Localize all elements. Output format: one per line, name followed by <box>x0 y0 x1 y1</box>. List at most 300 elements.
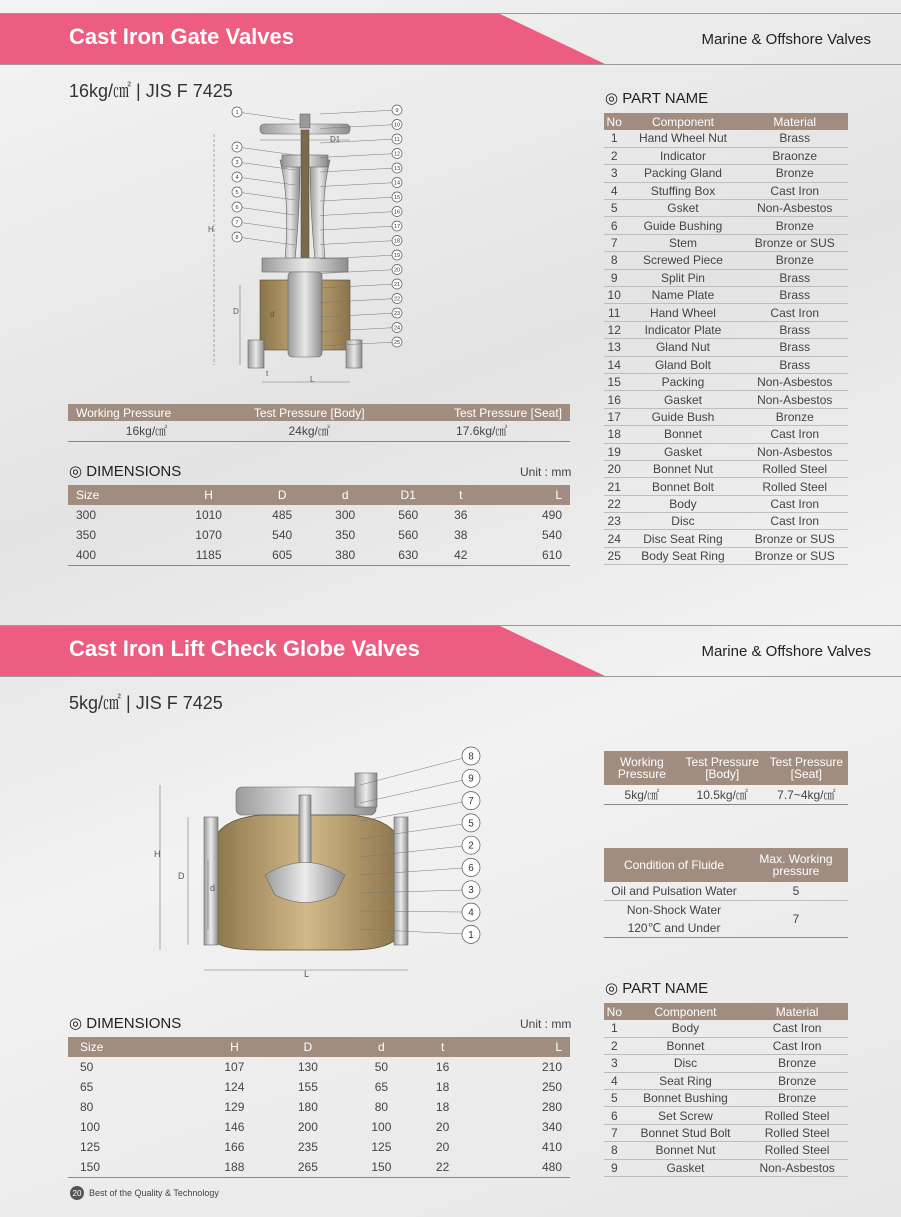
table-cell: Cast Iron <box>742 513 848 530</box>
table-row <box>68 505 570 525</box>
table-cell: Stuffing Box <box>624 182 741 199</box>
dimensions-table-gate <box>68 485 570 566</box>
table-row <box>68 1057 570 1077</box>
table-row <box>604 1124 848 1141</box>
unit-label-gate: Unit : mm <box>520 465 572 479</box>
part-name-heading-check: ◎ PART NAME <box>605 980 709 997</box>
pressure-table-check <box>604 751 848 805</box>
table-cell: 17 <box>604 408 624 425</box>
dim-label-d: d <box>210 883 216 893</box>
table-cell: 155 <box>297 1080 318 1094</box>
table-row <box>604 547 848 564</box>
table-cell: 25 <box>604 547 624 564</box>
table-cell: 7 <box>604 1124 625 1141</box>
dimension-header: t <box>440 485 482 505</box>
table-cell: 100 <box>80 1120 101 1134</box>
table-cell: Rolled Steel <box>742 460 848 477</box>
condition-name: Oil and Pulsation Water <box>604 882 744 900</box>
table-cell: 10 <box>604 287 624 304</box>
condition-name: Non-Shock Water 120℃ and Under <box>604 900 744 937</box>
table-cell: 350 <box>335 528 356 542</box>
table-cell: 200 <box>297 1120 318 1134</box>
table-cell: Rolled Steel <box>746 1107 848 1124</box>
table-cell: 5 <box>604 200 624 217</box>
condition-header: Max. Working pressure <box>744 848 848 882</box>
dim-label-D: D <box>178 871 185 881</box>
parts-header: No <box>604 1003 625 1020</box>
spec-gate: 16kg/㎠ | JIS F 7425 <box>69 81 233 101</box>
table-cell: Body <box>625 1020 747 1037</box>
table-cell: Packing <box>624 373 741 390</box>
table-row <box>68 1097 570 1117</box>
table-cell: 5 <box>604 1090 625 1107</box>
table-cell: Cast Iron <box>746 1037 848 1054</box>
callout-number: 21 <box>393 281 401 288</box>
table-cell: 1 <box>604 130 624 147</box>
callout-number: 5 <box>235 189 239 196</box>
table-cell: 65 <box>374 1080 389 1094</box>
table-cell: Bronze <box>742 217 848 234</box>
table-cell: 3 <box>604 165 624 182</box>
table-cell: 300 <box>335 508 356 522</box>
callout-number: 22 <box>393 296 401 303</box>
table-cell: 265 <box>271 1157 344 1177</box>
pressure-value: 17.6kg/㎠ <box>393 421 570 441</box>
table-cell: 24 <box>604 530 624 547</box>
table-cell: 280 <box>541 1100 562 1114</box>
table-cell: Bronze <box>746 1090 848 1107</box>
table-cell: Gland Bolt <box>624 356 741 373</box>
table-cell: Indicator Plate <box>624 321 741 338</box>
spec-check: 5kg/㎠ | JIS F 7425 <box>69 693 223 713</box>
banner-rule <box>0 676 901 677</box>
table-cell: Bonnet Nut <box>625 1142 747 1159</box>
table-row <box>604 1159 848 1176</box>
table-cell: 22 <box>604 495 624 512</box>
table-cell: Screwed Piece <box>624 252 741 269</box>
table-cell: 150 <box>345 1157 418 1177</box>
table-row <box>604 217 848 234</box>
table-cell: 20 <box>604 460 624 477</box>
category-label-gate: Marine & Offshore Valves <box>701 31 871 48</box>
table-cell: 12 <box>604 321 624 338</box>
table-cell: 18 <box>435 1100 450 1114</box>
table-cell: Bonnet Nut <box>624 460 741 477</box>
dimension-header: Size <box>68 485 167 505</box>
table-cell: 65 <box>80 1080 94 1094</box>
table-cell: 16 <box>435 1060 450 1074</box>
table-cell: Brass <box>742 356 848 373</box>
table-cell: Body <box>624 495 741 512</box>
table-cell: Non-Asbestos <box>742 391 848 408</box>
table-row <box>68 525 570 545</box>
callout-number: 1 <box>468 929 474 941</box>
table-cell: 125 <box>80 1140 101 1154</box>
condition-value: 5 <box>744 882 848 900</box>
table-cell: 4 <box>604 182 624 199</box>
table-cell: Gasket <box>624 391 741 408</box>
callout-number: 10 <box>393 122 401 129</box>
table-row <box>604 1037 848 1054</box>
dim-label-L: L <box>310 375 315 384</box>
table-cell: Rolled Steel <box>742 478 848 495</box>
table-cell: 235 <box>297 1140 318 1154</box>
pressure-header: Test Pressure [Seat] <box>393 404 570 421</box>
callout-number: 2 <box>235 144 239 151</box>
parts-table-check <box>604 1003 848 1177</box>
callout-number: 3 <box>235 159 239 166</box>
table-row <box>604 165 848 182</box>
table-row <box>68 1157 570 1177</box>
table-cell: Cast Iron <box>742 304 848 321</box>
callout-number: 17 <box>393 223 401 230</box>
callout-number: 12 <box>393 151 401 158</box>
pressure-value: 7.7~4kg/㎠ <box>765 785 848 804</box>
table-cell: 19 <box>604 443 624 460</box>
table-cell: Bonnet Stud Bolt <box>625 1124 747 1141</box>
table-cell: 2 <box>604 1037 625 1054</box>
table-cell: 7 <box>604 234 624 251</box>
table-row <box>604 130 848 147</box>
table-cell: 9 <box>604 1159 625 1176</box>
table-cell: Cast Iron <box>742 182 848 199</box>
callout-number: 6 <box>468 862 474 874</box>
table-cell: Bronze <box>746 1072 848 1089</box>
table-cell: 6 <box>604 1107 625 1124</box>
table-cell: 129 <box>224 1100 245 1114</box>
callout-number: 24 <box>393 325 401 332</box>
pressure-value: 24kg/㎠ <box>225 421 393 441</box>
dimension-header: H <box>167 485 251 505</box>
table-cell: 50 <box>374 1060 389 1074</box>
dimension-header: D <box>271 1037 344 1057</box>
pressure-value: 16kg/㎠ <box>68 421 225 441</box>
table-cell: Bonnet <box>624 426 741 443</box>
part-name-heading-gate: ◎ PART NAME <box>605 90 709 107</box>
dimension-header: D1 <box>377 485 440 505</box>
table-cell: 630 <box>377 545 440 565</box>
callout-number: 23 <box>393 310 401 317</box>
table-cell: Disc <box>624 513 741 530</box>
table-cell: 605 <box>251 545 314 565</box>
top-rule <box>0 13 901 14</box>
table-cell: Non-Asbestos <box>742 200 848 217</box>
table-cell: 485 <box>272 508 293 522</box>
callout-number: 19 <box>393 252 401 259</box>
callout-number: 4 <box>468 907 474 919</box>
table-row <box>604 304 848 321</box>
callout-number: 4 <box>235 174 239 181</box>
parts-table-gate <box>604 113 848 565</box>
dimensions-heading-gate: ◎ DIMENSIONS <box>69 463 182 480</box>
unit-label-check: Unit : mm <box>520 1017 572 1031</box>
table-cell: 130 <box>297 1060 318 1074</box>
table-cell: 150 <box>68 1157 198 1177</box>
callout-number: 7 <box>468 796 474 808</box>
table-cell: 1070 <box>195 528 222 542</box>
table-cell: 80 <box>374 1100 389 1114</box>
condition-header: Condition of Fluide <box>604 848 744 882</box>
callout-number: 1 <box>235 109 239 116</box>
table-row <box>604 269 848 286</box>
parts-header: Component <box>625 1003 747 1020</box>
table-row <box>604 513 848 530</box>
table-cell: Gasket <box>624 443 741 460</box>
table-cell: 15 <box>604 373 624 390</box>
dimension-header: t <box>418 1037 467 1057</box>
callout-number: 11 <box>394 136 400 143</box>
table-cell: 540 <box>272 528 293 542</box>
table-row <box>604 321 848 338</box>
table-cell: 380 <box>314 545 377 565</box>
table-cell: Bronze or SUS <box>742 234 848 251</box>
table-row <box>68 545 570 565</box>
table-row <box>604 1055 848 1072</box>
table-cell: 8 <box>604 1142 625 1159</box>
table-row <box>604 1072 848 1089</box>
table-cell: 80 <box>80 1100 94 1114</box>
table-cell: Hand Wheel <box>624 304 741 321</box>
table-cell: Bronze or SUS <box>742 547 848 564</box>
table-cell: Bronze <box>746 1055 848 1072</box>
pressure-value: 10.5kg/㎠ <box>680 785 765 804</box>
callout-number: 9 <box>468 773 474 785</box>
table-cell: 125 <box>371 1140 392 1154</box>
table-cell: Bronze <box>742 252 848 269</box>
page-title-check: Cast Iron Lift Check Globe Valves <box>69 636 420 661</box>
table-row <box>604 373 848 390</box>
table-cell: Set Screw <box>625 1107 747 1124</box>
dim-label-D: D <box>233 307 239 316</box>
table-cell: 146 <box>224 1120 245 1134</box>
callout-number: 16 <box>393 209 401 216</box>
table-row <box>604 478 848 495</box>
table-cell: 100 <box>371 1120 392 1134</box>
callout-number: 9 <box>395 107 399 114</box>
dimension-header: d <box>314 485 377 505</box>
table-row <box>604 443 848 460</box>
table-cell: 540 <box>541 528 562 542</box>
pressure-value: 5kg/㎠ <box>604 785 680 804</box>
table-row <box>604 495 848 512</box>
table-cell: Stem <box>624 234 741 251</box>
table-row <box>604 426 848 443</box>
table-cell: 16 <box>604 391 624 408</box>
parts-header: No <box>604 113 624 130</box>
gate-valve-diagram <box>200 100 430 395</box>
table-cell: 560 <box>398 528 419 542</box>
table-cell: Guide Bush <box>624 408 741 425</box>
table-cell: Bonnet Bolt <box>624 478 741 495</box>
pressure-header: Test Pressure [Body] <box>680 751 765 785</box>
table-cell: 300 <box>76 508 97 522</box>
table-row <box>604 287 848 304</box>
dimensions-heading-check: ◎ DIMENSIONS <box>69 1015 182 1032</box>
dimension-header: H <box>198 1037 271 1057</box>
table-cell: 107 <box>224 1060 245 1074</box>
callout-number: 20 <box>393 267 401 274</box>
table-cell: Name Plate <box>624 287 741 304</box>
table-cell: Braonze <box>742 147 848 164</box>
table-cell: 410 <box>541 1140 562 1154</box>
table-cell: Bonnet Bushing <box>625 1090 747 1107</box>
table-cell: 350 <box>76 528 97 542</box>
parts-header: Material <box>742 113 848 130</box>
table-cell: Body Seat Ring <box>624 547 741 564</box>
table-cell: 23 <box>604 513 624 530</box>
table-cell: Rolled Steel <box>746 1124 848 1141</box>
table-cell: Gasket <box>625 1159 747 1176</box>
table-cell: 38 <box>454 528 468 542</box>
table-cell: 42 <box>440 545 482 565</box>
dim-label-D1: D1 <box>330 135 341 144</box>
table-cell: 8 <box>604 252 624 269</box>
table-cell: 124 <box>224 1080 245 1094</box>
table-row <box>604 252 848 269</box>
table-cell: 2 <box>604 147 624 164</box>
dim-label-H: H <box>154 849 161 859</box>
table-row <box>604 460 848 477</box>
condition-table <box>604 848 848 938</box>
callout-number: 8 <box>468 751 474 763</box>
table-cell: 188 <box>198 1157 271 1177</box>
banner-rule <box>0 64 901 65</box>
table-cell: Bronze or SUS <box>742 530 848 547</box>
footer <box>70 1186 219 1200</box>
table-row <box>68 1117 570 1137</box>
callout-number: 3 <box>468 885 474 897</box>
table-cell: Brass <box>742 287 848 304</box>
callout-number: 18 <box>393 238 401 245</box>
callout-number: 6 <box>235 204 239 211</box>
table-cell: Seat Ring <box>625 1072 747 1089</box>
table-cell: Non-Asbestos <box>746 1159 848 1176</box>
category-label-check: Marine & Offshore Valves <box>701 643 871 660</box>
table-cell: Cast Iron <box>746 1020 848 1037</box>
table-cell: 21 <box>604 478 624 495</box>
table-cell: 20 <box>435 1120 450 1134</box>
table-row <box>68 1137 570 1157</box>
pressure-header: Test Pressure [Seat] <box>765 751 848 785</box>
table-cell: 9 <box>604 269 624 286</box>
table-cell: 166 <box>224 1140 245 1154</box>
table-cell: Bonnet <box>625 1037 747 1054</box>
table-cell: Gland Nut <box>624 339 741 356</box>
table-row <box>604 530 848 547</box>
table-cell: Brass <box>742 339 848 356</box>
dimension-header: d <box>345 1037 418 1057</box>
table-row <box>604 234 848 251</box>
table-cell: Cast Iron <box>742 495 848 512</box>
table-cell: Brass <box>742 130 848 147</box>
table-row <box>604 200 848 217</box>
table-cell: 18 <box>604 426 624 443</box>
table-cell: Bronze <box>742 165 848 182</box>
table-cell: Brass <box>742 321 848 338</box>
table-cell: 250 <box>541 1080 562 1094</box>
table-cell: Gsket <box>624 200 741 217</box>
table-cell: 1 <box>604 1020 625 1037</box>
table-cell: Rolled Steel <box>746 1142 848 1159</box>
table-cell: 1010 <box>195 508 222 522</box>
callout-number: 25 <box>393 339 401 346</box>
table-cell: 1185 <box>167 545 251 565</box>
table-cell: 11 <box>604 304 624 321</box>
table-cell: 4 <box>604 1072 625 1089</box>
table-cell: 340 <box>541 1120 562 1134</box>
table-row <box>604 408 848 425</box>
table-row <box>604 1142 848 1159</box>
table-cell: 6 <box>604 217 624 234</box>
table-cell: 13 <box>604 339 624 356</box>
page-title-gate: Cast Iron Gate Valves <box>69 24 294 49</box>
page-number: 20 <box>70 1186 84 1200</box>
table-cell: 480 <box>467 1157 570 1177</box>
table-cell: 560 <box>398 508 419 522</box>
pressure-table-gate <box>68 404 570 442</box>
table-row <box>604 356 848 373</box>
table-cell: 50 <box>80 1060 94 1074</box>
dimension-header: D <box>251 485 314 505</box>
dimension-header: L <box>467 1037 570 1057</box>
pressure-header: Working Pressure <box>68 404 225 421</box>
table-row <box>68 1077 570 1097</box>
dimension-header: Size <box>68 1037 198 1057</box>
table-cell: Non-Asbestos <box>742 373 848 390</box>
dim-label-t: t <box>266 369 269 378</box>
callout-number: 7 <box>235 219 239 226</box>
table-cell: Brass <box>742 269 848 286</box>
table-cell: Disc Seat Ring <box>624 530 741 547</box>
pressure-header: Working Pressure <box>604 751 680 785</box>
table-row <box>604 391 848 408</box>
table-cell: Non-Asbestos <box>742 443 848 460</box>
parts-header: Component <box>624 113 741 130</box>
table-row <box>604 1020 848 1037</box>
table-row <box>604 147 848 164</box>
table-cell: Hand Wheel Nut <box>624 130 741 147</box>
table-row <box>604 1107 848 1124</box>
table-cell: 18 <box>435 1080 450 1094</box>
table-cell: 490 <box>541 508 562 522</box>
table-cell: 22 <box>418 1157 467 1177</box>
callout-number: 13 <box>393 165 401 172</box>
table-cell: 3 <box>604 1055 625 1072</box>
table-cell: 400 <box>68 545 167 565</box>
table-cell: 210 <box>541 1060 562 1074</box>
dim-label-d: d <box>270 310 275 319</box>
dimensions-table-check <box>68 1037 570 1178</box>
callout-number: 15 <box>393 194 401 201</box>
table-row <box>604 339 848 356</box>
table-cell: Indicator <box>624 147 741 164</box>
table-cell: Cast Iron <box>742 426 848 443</box>
table-cell: 36 <box>454 508 468 522</box>
parts-header: Material <box>746 1003 848 1020</box>
table-cell: Split Pin <box>624 269 741 286</box>
pressure-header: Test Pressure [Body] <box>225 404 393 421</box>
table-cell: Guide Bushing <box>624 217 741 234</box>
callout-number: 5 <box>468 818 474 830</box>
callout-number: 14 <box>393 180 401 187</box>
table-row <box>604 1090 848 1107</box>
callout-number: 8 <box>235 234 239 241</box>
table-cell: Bronze <box>742 408 848 425</box>
table-row <box>604 182 848 199</box>
dim-label-H: H <box>208 225 214 234</box>
footer-tagline: Best of the Quality & Technology <box>89 1188 219 1198</box>
table-cell: 180 <box>297 1100 318 1114</box>
